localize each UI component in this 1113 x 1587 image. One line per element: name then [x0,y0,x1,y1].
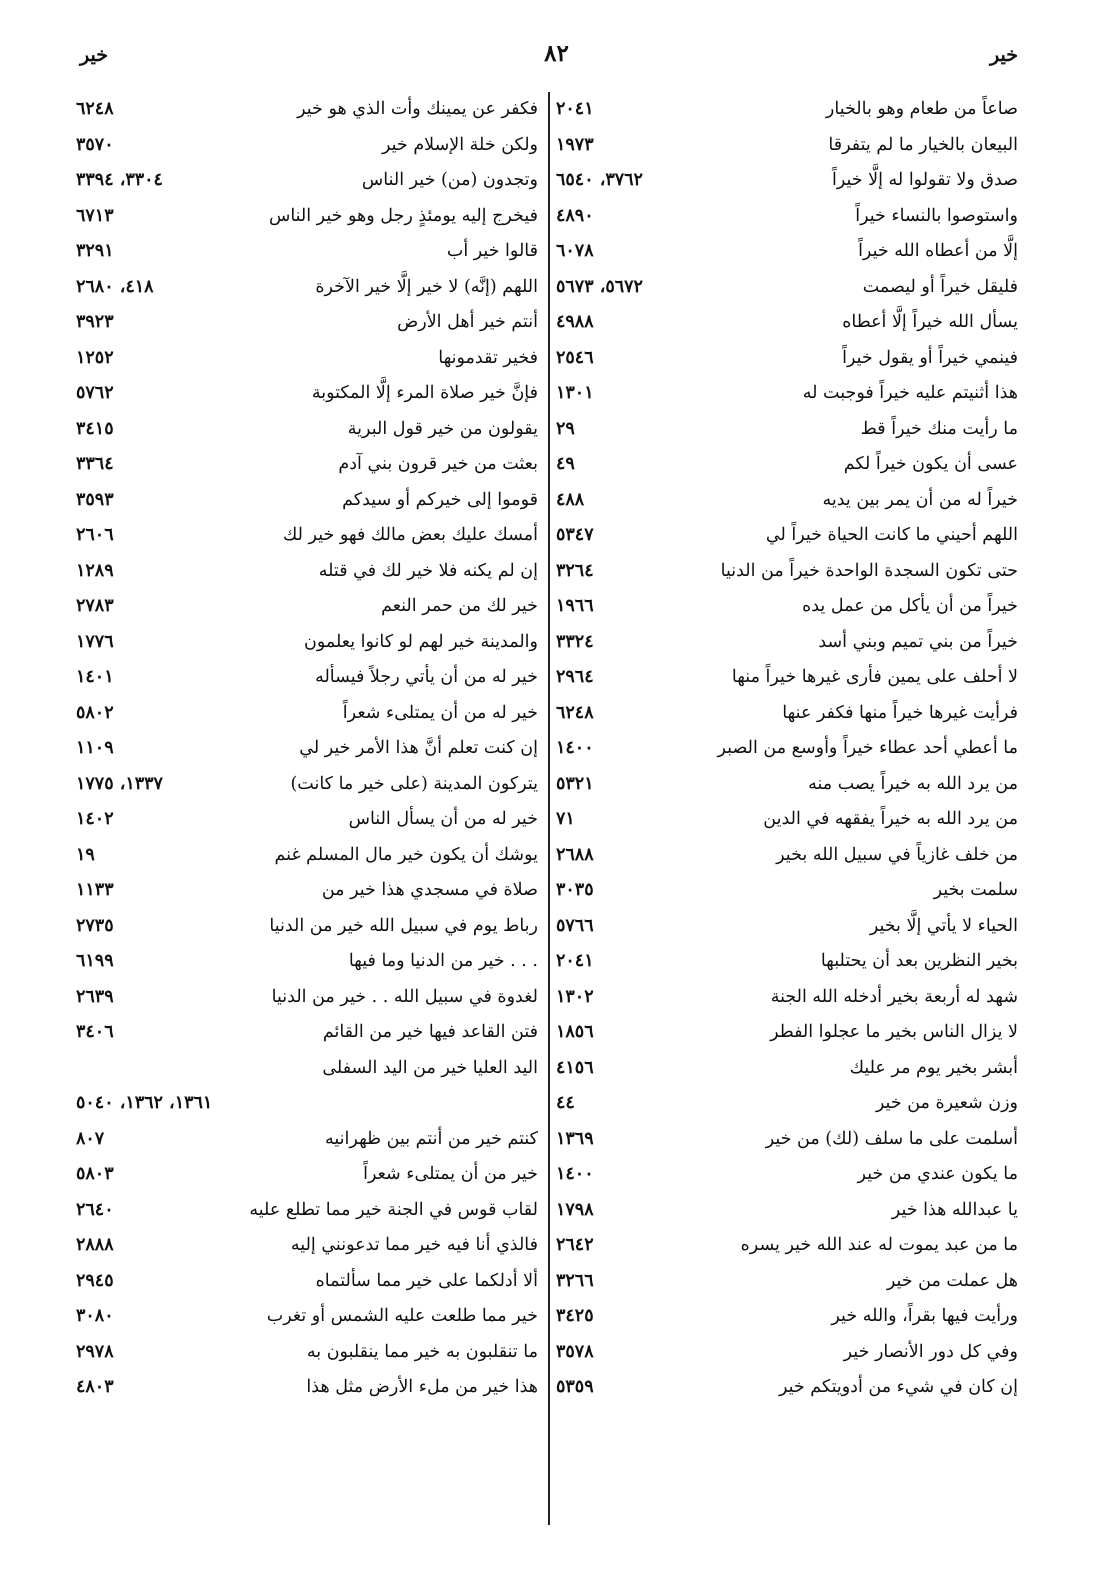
entry-reference-number: ٢٧٨٣ [76,596,114,616]
index-entry [76,1299,538,1335]
page-number: ٨٢ [544,40,569,67]
index-entry [556,483,1018,519]
index-entry [76,554,538,590]
index-entry [556,944,1018,980]
index-entry [556,980,1018,1016]
entry-text: يقولون من خير قول البرية [347,418,538,439]
entry-text: هذا أثنيتم عليه خيراً فوجبت له [802,383,1018,403]
index-entry [76,589,538,625]
entry-text: ما يكون عندي من خير [857,1164,1018,1184]
entry-reference-number: ٣٠٨٠ [76,1306,114,1326]
entry-reference-number: ٢٦٠٦ [76,525,114,545]
entry-reference-number: ١١٣٣ [76,880,114,900]
index-entry [76,1228,538,1264]
index-entry [76,447,538,483]
entry-reference-number: ١٣٠١ [556,383,594,403]
index-entry [76,1086,538,1122]
entry-text: يتركون المدينة (على خير ما كانت) [290,773,538,794]
entry-text: فيخرج إليه يومئذٍ رجل وهو خير الناس [268,205,538,226]
entry-reference-number: ٤٨٨ [556,489,585,510]
entry-text: ما من عبد يموت له عند الله خير يسره [740,1235,1018,1255]
index-entry [76,1122,538,1158]
entry-text: خير له من أن يسأل الناس [348,809,538,829]
entry-reference-number: ٢٨٨٨ [76,1235,114,1255]
entry-reference-number: ٢٠٤١ [556,99,594,119]
entry-reference-number: ٤٨٩٠ [556,205,594,226]
index-entry [76,270,538,306]
index-entry [76,163,538,199]
entry-text: شهد له أربعة بخير أدخله الله الجنة [770,986,1018,1007]
entry-reference-number: ٤١٥٦ [556,1057,594,1078]
entry-reference-number: ٤١٨، ٢٦٨٠ [76,276,154,297]
index-entry [556,305,1018,341]
entry-reference-number: ٢٦٣٩ [76,986,114,1007]
index-entry [556,1015,1018,1051]
index-entry [76,909,538,945]
entry-reference-number: ٥٣٤٧ [556,525,594,545]
entry-text: عسى أن يكون خيراً لكم [843,454,1018,474]
entry-reference-number: ٢٧٣٥ [76,915,114,936]
index-entry [556,1122,1018,1158]
index-entry [76,92,538,128]
entry-reference-number: ٣٢٩١ [76,241,114,261]
index-entry [556,1264,1018,1300]
index-entry [76,128,538,164]
entry-reference-number: ٨٠٧ [76,1128,105,1149]
index-entry [556,1228,1018,1264]
entry-text: فرأيت غيرها خيراً منها فكفر عنها [782,702,1018,723]
entry-reference-number: ١٩٦٦ [556,596,594,616]
entry-text: أسلمت على ما سلف (لك) من خير [765,1128,1018,1149]
entry-text: قالوا خير أب [446,241,538,261]
index-entry [76,625,538,661]
entry-reference-number: ٣٤٠٦ [76,1022,114,1042]
entry-reference-number: ٥٨٠٢ [76,702,114,723]
entry-reference-number: ٤٩٨٨ [556,312,594,332]
entry-reference-number: ٣٤٢٥ [556,1306,594,1326]
entry-text: والمدينة خير لهم لو كانوا يعلمون [303,631,538,652]
entry-text: لا أحلف على يمين فأرى غيرها خيراً منها [731,667,1018,687]
entry-text: يسأل الله خيراً إلَّا أعطاه [842,312,1018,332]
entry-text: أمسك عليك بعض مالك فهو خير لك [282,525,538,545]
entry-text: إن لم يكنه فلا خير لك في قتله [318,560,538,581]
entry-text: هذا خير من ملء الأرض مثل هذا [306,1377,538,1397]
index-entry [76,731,538,767]
index-entry [556,163,1018,199]
entry-reference-number: ٥٨٠٣ [76,1164,114,1184]
entry-text: إن كان في شيء من أدويتكم خير [778,1377,1018,1397]
index-entry [556,1051,1018,1087]
entry-reference-number: ٦٢٤٨ [556,702,594,723]
entry-text: بعثت من خير قرون بني آدم [338,454,538,474]
index-entry [556,1157,1018,1193]
index-entry [76,1193,538,1229]
entry-text: ما تنقلبون به خير مما ينقلبون به [306,1341,538,1362]
index-entry [76,838,538,874]
index-entry [76,660,538,696]
index-entry [76,873,538,909]
entry-reference-number: ١١٠٩ [76,738,114,758]
index-entry [76,767,538,803]
entry-reference-number: ١٨٥٦ [556,1022,594,1042]
entry-reference-number: ٣٣٦٤ [76,454,114,474]
index-entry [556,518,1018,554]
entry-reference-number: ٥٦٧٢، ٥٦٧٣ [556,276,643,297]
entry-reference-number: ٢٩٧٨ [76,1341,114,1362]
entry-text: خيراً من أن يأكل من عمل يده [802,596,1018,616]
entry-text: قوموا إلى خيركم أو سيدكم [342,489,538,510]
index-entry [556,447,1018,483]
index-entry [556,625,1018,661]
entry-text: فتن القاعد فيها خير من القائم [322,1022,538,1042]
entry-reference-number: ٥٣٥٩ [556,1377,594,1397]
entry-continuation-refs: ١٣٦١، ١٣٦٢، ٥٠٤٠ [76,1093,213,1113]
entry-reference-number: ٣٥٧٨ [556,1341,594,1362]
entry-text: يوشك أن يكون خير مال المسلم غنم [274,844,538,865]
entry-text: الحياء لا يأتي إلَّا بخير [869,915,1018,936]
index-entry [76,518,538,554]
index-entry [76,341,538,377]
entry-reference-number: ١٤٠٢ [76,809,114,829]
entry-text: ألا أدلكما على خير مما سألتماه [315,1270,538,1291]
entry-text: فكفر عن يمينك وأت الذي هو خير [297,99,538,119]
index-entry [556,731,1018,767]
index-entry [556,376,1018,412]
entry-text: خيراً من بني تميم وبني أسد [818,631,1018,652]
entry-text: خير له من أن يمتلىء شعراً [342,702,538,723]
index-entry [76,980,538,1016]
entry-reference-number: ١٤٠٠ [556,738,594,758]
entry-text: رباط يوم في سبيل الله خير من الدنيا [269,915,538,936]
index-entry [556,909,1018,945]
index-entry [76,483,538,519]
entry-reference-number: ١٩٧٣ [556,134,594,155]
index-entry [76,1264,538,1300]
index-entry [556,1370,1018,1406]
index-entry [76,1051,538,1087]
entry-text: فالذي أنا فيه خير مما تدعونني إليه [290,1235,538,1255]
entry-text: ولكن خلة الإسلام خير [382,134,538,155]
index-entry [556,873,1018,909]
entry-text: أنتم خير أهل الأرض [397,312,538,332]
entry-reference-number: ٤٨٠٣ [76,1377,114,1397]
index-entry [556,199,1018,235]
entry-text: حتى تكون السجدة الواحدة خيراً من الدنيا [720,560,1018,581]
index-entry [76,696,538,732]
entry-text: إلَّا من أعطاه الله خيراً [858,241,1018,261]
index-entry [556,1086,1018,1122]
entry-reference-number: ٢٦٤٠ [76,1199,114,1220]
entry-reference-number: ٦٢٤٨ [76,99,114,119]
index-entry [556,1335,1018,1371]
entry-reference-number: ٥٧٦٦ [556,915,594,936]
entry-text: أبشر بخير يوم مر عليك [849,1057,1018,1078]
entry-text: سلمت بخير [933,880,1018,900]
entry-text: بخير النظرين بعد أن يحتلبها [820,951,1018,971]
entry-text: . . . خير من الدنيا وما فيها [348,951,538,971]
entry-reference-number: ٣٩٢٣ [76,312,114,332]
entry-text: البيعان بالخيار ما لم يتفرقا [828,134,1018,155]
entry-text: خير له من أن يأتي رجلاً فيسأله [315,667,538,687]
entry-reference-number: ٣٧٦٢، ٦٥٤٠ [556,170,643,190]
entry-reference-number: ٢٠٤١ [556,951,594,971]
entry-text: وفي كل دور الأنصار خير [843,1341,1018,1362]
entry-text: خيراً له من أن يمر بين يديه [822,489,1018,510]
entry-text: صلاة في مسجدي هذا خير من [321,880,538,900]
entry-reference-number: ٣٥٧٠ [76,134,114,155]
entry-text: ما أعطي أحد عطاء خيراً وأوسع من الصبر [717,738,1018,758]
entry-text: من خلف غازياً في سبيل الله بخير [776,844,1018,865]
index-entry [76,1157,538,1193]
index-entry [76,234,538,270]
entry-text: هل عملت من خير [886,1270,1018,1291]
index-entry [556,1193,1018,1229]
entry-reference-number: ٣٢٦٦ [556,1270,594,1291]
entry-text: خير من أن يمتلىء شعراً [363,1164,538,1184]
entry-reference-number: ٣٥٩٣ [76,489,114,510]
entry-text: فينمي خيراً أو يقول خيراً [842,347,1018,368]
entry-text: إن كنت تعلم أنَّ هذا الأمر خير لي [299,738,538,758]
entry-reference-number: ١٣٦٩ [556,1128,594,1149]
index-entry [556,92,1018,128]
entry-text: خير مما طلعت عليه الشمس أو تغرب [266,1306,538,1326]
index-entry [556,767,1018,803]
entry-reference-number: ٢٩ [556,418,575,439]
entry-reference-number: ٧١ [556,809,575,829]
index-entry [556,270,1018,306]
entry-reference-number: ٣٣٢٤ [556,631,594,652]
entry-reference-number: ٣٤١٥ [76,418,114,439]
entry-reference-number: ١٩ [76,844,95,865]
entry-text: لغدوة في سبيل الله . . خير من الدنيا [271,986,538,1007]
index-entry [556,696,1018,732]
entry-reference-number: ٢٩٦٤ [556,667,594,687]
entry-text: صدق ولا تقولوا له إلَّا خيراً [831,170,1018,190]
entry-text: اللهم (إنَّه) لا خير إلَّا خير الآخرة [315,276,538,297]
entry-text: لقاب قوس في الجنة خير مما تطلع عليه [249,1199,538,1220]
entry-reference-number: ٦١٩٩ [76,951,114,971]
right-column [556,92,1018,1406]
entry-reference-number: ٣٣٠٤، ٣٣٩٤ [76,170,163,190]
entry-text: كنتم خير من أنتم بين ظهرانيه [325,1128,538,1149]
entry-reference-number: ١٢٨٩ [76,560,114,581]
index-entry [76,1370,538,1406]
entry-reference-number: ٦٠٧٨ [556,241,594,261]
entry-reference-number: ١٤٠١ [76,667,114,687]
index-entry [556,341,1018,377]
index-entry [76,376,538,412]
index-entry [556,1299,1018,1335]
entry-reference-number: ٣٢٦٤ [556,560,594,581]
entry-text: فليقل خيراً أو ليصمت [862,276,1018,297]
entry-text: من يرد الله به خيراً يصب منه [808,773,1018,794]
index-entry [76,412,538,448]
index-entry [76,1335,538,1371]
index-entry [556,589,1018,625]
entry-reference-number: ٥٧٦٢ [76,383,114,403]
entry-text: اللهم أحيني ما كانت الحياة خيراً لي [765,525,1018,545]
index-entry [556,802,1018,838]
entry-reference-number: ٥٣٢١ [556,773,594,794]
entry-text: فإنَّ خير صلاة المرء إلَّا المكتوبة [311,383,538,403]
entry-reference-number: ٦٧١٣ [76,205,114,226]
index-entry [556,412,1018,448]
running-head-left: خير [80,44,108,66]
index-entry [76,802,538,838]
left-column [76,92,538,1406]
entry-reference-number: ١٣٣٧، ١٧٧٥ [76,773,163,794]
index-entry [76,944,538,980]
running-head-right: خير [990,44,1018,66]
entry-reference-number: ١٧٧٦ [76,631,114,652]
index-entry [556,128,1018,164]
entry-text: صاعاً من طعام وهو بالخيار [825,99,1018,119]
entry-reference-number: ٢٦٤٢ [556,1235,594,1255]
column-divider [548,92,550,1525]
index-entry [556,234,1018,270]
entry-text: فخير تقدمونها [438,347,538,368]
entry-text: من يرد الله به خيراً يفقهه في الدين [763,809,1018,829]
entry-text: ما رأيت منك خيراً قط [860,418,1018,439]
index-entry [556,838,1018,874]
page-header [0,38,1113,78]
entry-reference-number: ١٣٠٢ [556,986,594,1007]
index-entry [556,660,1018,696]
entry-text: لا يزال الناس بخير ما عجلوا الفطر [770,1022,1018,1042]
entry-reference-number: ٢٦٨٨ [556,844,594,865]
entry-reference-number: ٣٠٣٥ [556,880,594,900]
entry-text: يا عبدالله هذا خير [891,1199,1018,1220]
entry-reference-number: ٤٤ [556,1093,575,1113]
entry-text: واستوصوا بالنساء خيراً [855,205,1018,226]
index-entry [76,1015,538,1051]
index-entry [556,554,1018,590]
index-entry [76,199,538,235]
entry-text: وتجدون (من) خير الناس [361,170,538,190]
entry-text: اليد العليا خير من اليد السفلى [322,1057,538,1078]
entry-reference-number: ١٢٥٢ [76,347,114,368]
entry-reference-number: ٢٥٤٦ [556,347,594,368]
entry-text: خير لك من حمر النعم [381,596,538,616]
entry-reference-number: ٢٩٤٥ [76,1270,114,1291]
entry-reference-number: ٤٩ [556,454,575,474]
entry-text: وزن شعيرة من خير [875,1093,1018,1113]
entry-reference-number: ١٧٩٨ [556,1199,594,1220]
index-entry [76,305,538,341]
entry-text: ورأيت فيها بقراً، والله خير [831,1306,1018,1326]
entry-reference-number: ١٤٠٠ [556,1164,594,1184]
